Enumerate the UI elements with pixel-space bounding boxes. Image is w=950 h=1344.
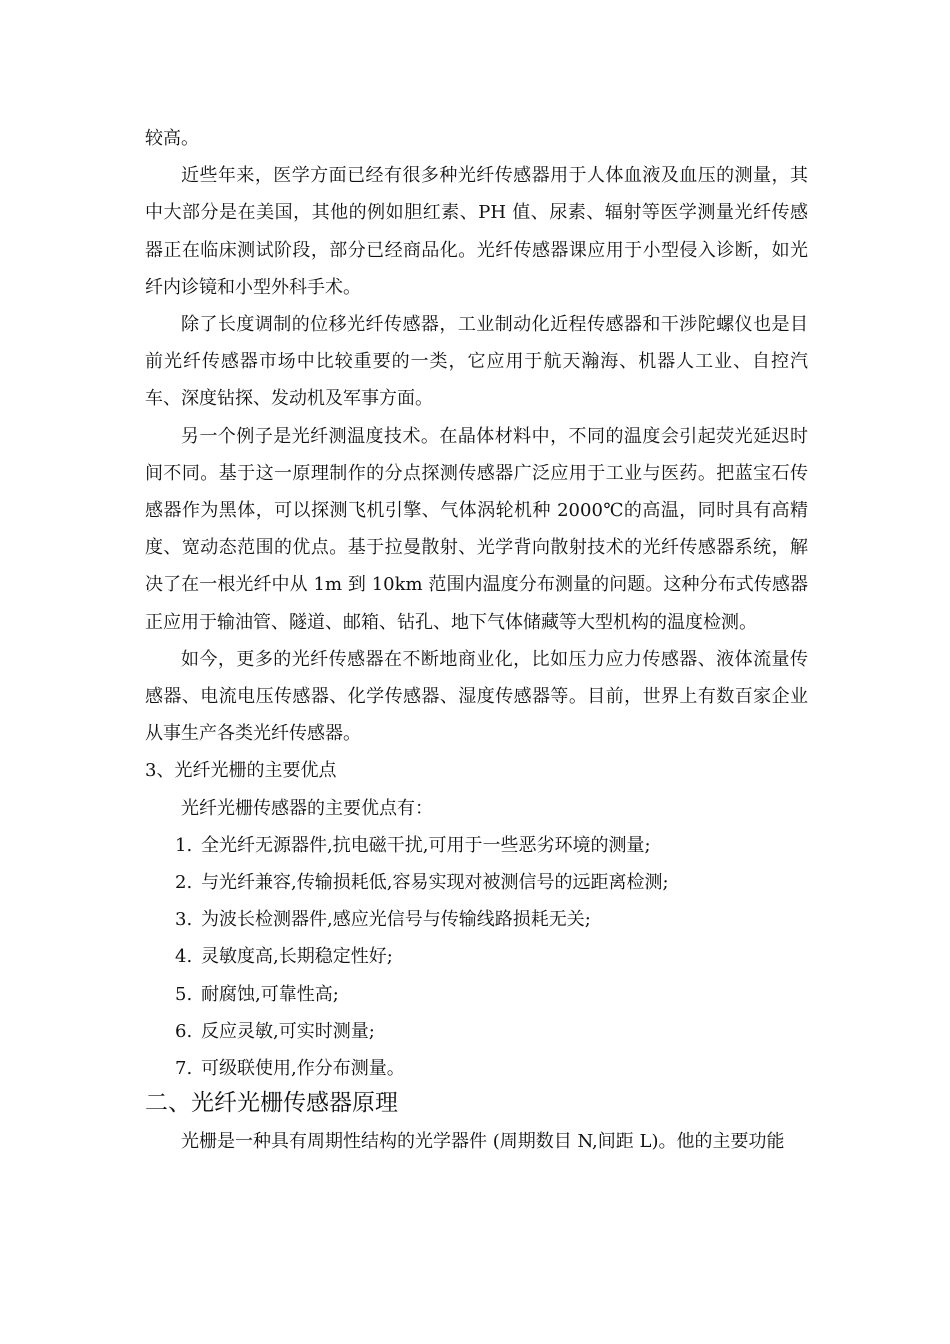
list-item-number: 1. xyxy=(175,834,193,856)
list-item-number: 5. xyxy=(175,983,193,1005)
paragraph-displacement-sensors: 除了长度调制的位移光纤传感器，工业制动化近程传感器和干涉陀螺仪也是目前光纤传感器市场中比较重要的一类，它应用于航天瀚海、机器人工业、自控汽车、深度钻探、发动机及军事方面。 xyxy=(145,314,808,410)
list-item-text: 可级联使用,作分布测量。 xyxy=(201,1058,405,1080)
list-item xyxy=(145,901,808,938)
list-item xyxy=(145,938,808,975)
list-item xyxy=(145,1050,808,1087)
list-item-text: 全光纤无源器件,抗电磁干扰,可用于一些恶劣环境的测量; xyxy=(201,834,651,856)
paragraph-medical-sensors: 近些年来，医学方面已经有很多种光纤传感器用于人体血液及血压的测量，其中大部分是在美国，其他的例如胆红素、PH 值、尿素、辐射等医学测量光纤传感器正在临床测试阶段，部分已经商品化。光纤传感器课应用于小型侵入诊断，如光纤内诊镜和小型外科手术。 xyxy=(145,165,808,298)
paragraph-commercialization: 如今，更多的光纤传感器在不断地商业化，比如压力应力传感器、液体流量传感器、电流电压传感器、化学传感器、湿度传感器等。目前，世界上有数百家企业从事生产各类光纤传感器。 xyxy=(145,648,808,745)
advantages-intro: 光纤光栅传感器的主要优点有： xyxy=(181,797,433,819)
list-item-number: 2. xyxy=(175,872,193,894)
advantages-list xyxy=(145,827,808,1087)
paragraph-temperature-sensing: 另一个例子是光纤测温度技术。在晶体材料中，不同的温度会引起荧光延迟时间不同。基于这一原理制作的分点探测传感器广泛应用于工业与医药。把蓝宝石传感器作为黑体，可以探测飞机引擎、气体涡轮机种 2000℃的高温，同时具有高精度、宽动态范围的优点。基于拉曼散射、光学背向散射技术的光纤传感器系统，解决了在一根光纤中从 1m 到 10km 范围内温度分布测量的问题。这种分布式传感器正应用于输油管、隧道、邮箱、钻孔、地下气体储藏等大型机构的温度检测。 xyxy=(145,425,808,633)
section-heading: 二、光纤光栅传感器原理 xyxy=(145,1090,398,1117)
list-item xyxy=(145,827,808,864)
list-item xyxy=(145,1013,808,1050)
list-item xyxy=(145,864,808,901)
list-item-number: 6. xyxy=(175,1020,193,1042)
paragraph-continuation: 较高。 xyxy=(145,128,199,149)
document-page xyxy=(145,120,808,1160)
list-item-text: 反应灵敏,可实时测量; xyxy=(201,1020,375,1042)
paragraph-grating-definition: 光栅是一种具有周期性结构的光学器件 (周期数目 N,间距 L)。他的主要功能 xyxy=(181,1131,785,1153)
list-item-number: 7. xyxy=(175,1058,193,1080)
list-item-text: 与光纤兼容,传输损耗低,容易实现对被测信号的远距离检测; xyxy=(201,872,669,894)
advantages-heading: 3、光纤光栅的主要优点 xyxy=(145,760,337,782)
list-item-text: 灵敏度高,长期稳定性好; xyxy=(201,946,393,968)
list-item xyxy=(145,976,808,1013)
list-item-text: 耐腐蚀,可靠性高; xyxy=(201,983,339,1005)
list-item-number: 3. xyxy=(175,909,193,931)
list-item-text: 为波长检测器件,感应光信号与传输线路损耗无关; xyxy=(201,909,591,931)
list-item-number: 4. xyxy=(175,946,193,968)
